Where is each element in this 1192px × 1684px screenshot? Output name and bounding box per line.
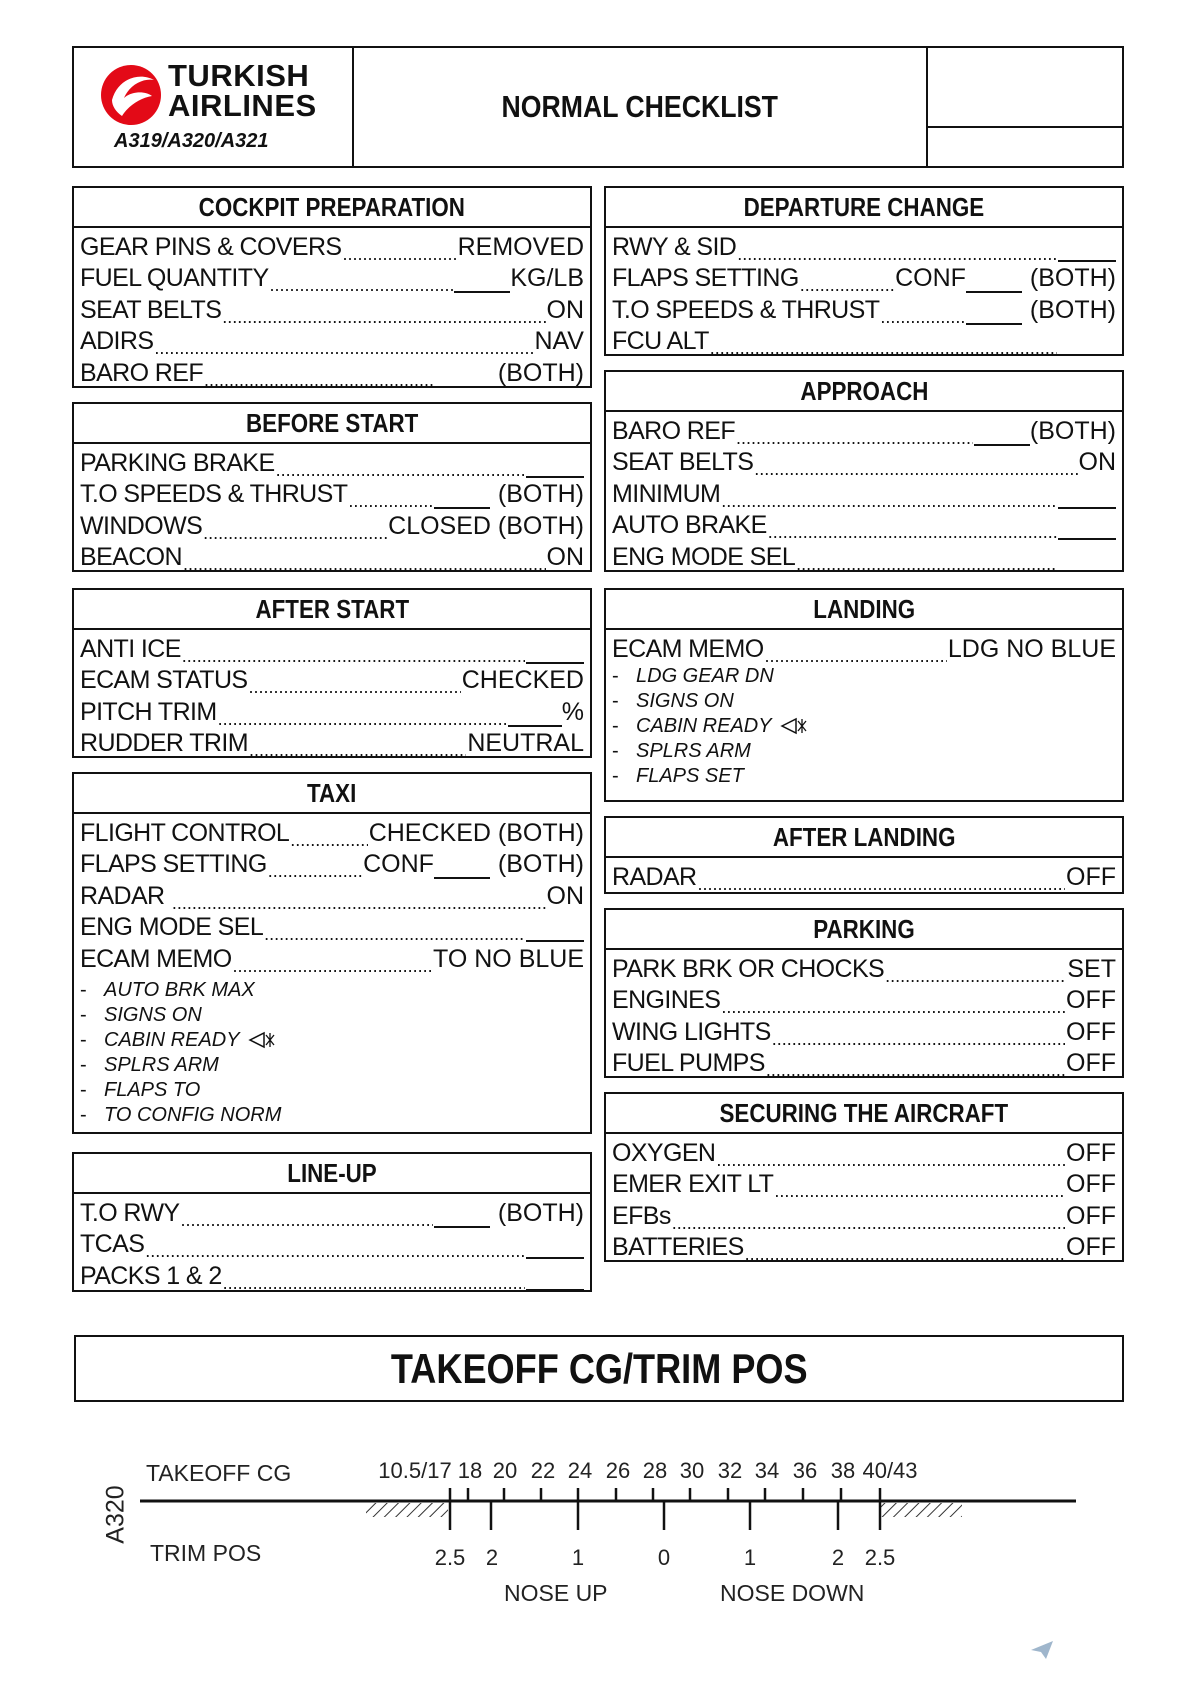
checklist-row: FUEL PUMPS ..... OFF [612,1047,1116,1079]
trim-pos-label: TRIM POS [150,1540,262,1566]
trim-tick-label: 2.5 [864,1545,896,1570]
checklist-row: FLAPS SETTING ..... CONF (BOTH) [612,262,1116,294]
nose-down-label: NOSE DOWN [720,1580,865,1606]
trim-tick-label: 2 [485,1545,499,1570]
memo-item: - TO CONFIG NORM [80,1103,282,1126]
checklist-row: ECAM MEMO ..... LDG NO BLUE [612,632,1116,664]
section-title: TAXI [74,774,590,814]
checklist-row: ANTI ICE ..... [80,632,584,664]
checklist-row: BATTERIES ..... OFF [612,1231,1116,1263]
checklist-row: PACKS 1 & 2 ..... [80,1259,584,1291]
trim-tick-label: 1 [571,1545,585,1570]
checklist-row: PARKING BRAKE ..... [80,446,584,478]
memo-item: - SIGNS ON [612,689,734,712]
cg-tick-label: 36 [792,1458,818,1483]
memo-item: - SIGNS ON [80,1003,202,1026]
hatch-left [366,1503,448,1517]
cg-tick-label: 38 [830,1458,856,1483]
memo-item: - CABIN READY [80,1028,584,1053]
checklist-row: ECAM MEMO ..... TO NO BLUE [80,942,584,974]
trim-tick-label: 0 [657,1545,671,1570]
checklist-row: FLAPS SETTING ..... CONF (BOTH) [80,848,584,880]
checklist-row: TCAS ..... [80,1228,584,1260]
memo-item: - CABIN READY [612,714,1116,739]
aircraft-models: A319/A320/A321 [114,130,269,152]
section-title: SECURING THE AIRCRAFT [606,1094,1122,1134]
checklist-row: BEACON ..... ON [80,541,584,573]
trim-tick-label: 1 [743,1545,757,1570]
checklist-row: RADAR ..... ON [80,879,584,911]
cg-tick-label: 34 [754,1458,780,1483]
aircraft-type-label: A320 [101,1485,130,1544]
hatch-right [880,1503,962,1517]
checklist-row: BARO REF ..... (BOTH) [80,356,584,388]
cg-tick-label: 28 [642,1458,668,1483]
checklist-row: WING LIGHTS ..... OFF [612,1015,1116,1047]
nose-up-label: NOSE UP [504,1580,608,1606]
checklist-row: ECAM STATUS ..... CHECKED [80,664,584,696]
checklist-row: EMER EXIT LT ..... OFF [612,1168,1116,1200]
cg-tick-label: 10.5/17 [378,1458,452,1483]
checklist-row: AUTO BRAKE ..... [612,509,1116,541]
checklist-row: RWY & SID ..... [612,230,1116,262]
section-title: PARKING [606,910,1122,950]
checklist-row: ENG MODE SEL ..... [612,540,1116,572]
checklist-row: FCU ALT ..... [612,325,1116,357]
checklist-row: ENGINES ..... OFF [612,984,1116,1016]
checklist-row: FLIGHT CONTROL ..... CHECKED (BOTH) [80,816,584,848]
checklist-row: T.O SPEEDS & THRUST ..... (BOTH) [80,478,584,510]
section-title: AFTER LANDING [606,818,1122,858]
checklist-row: T.O SPEEDS & THRUST ..... (BOTH) [612,293,1116,325]
brand-line1: TURKISH [168,58,310,93]
memo-item: - AUTO BRK MAX [80,978,255,1001]
checklist-row: RADAR ..... OFF [612,860,1116,892]
page-title: NORMAL CHECKLIST [354,48,928,166]
checklist-row: ENG MODE SEL ..... [80,911,584,943]
memo-item: - FLAPS TO [80,1078,201,1101]
section-title: BEFORE START [74,404,590,444]
checklist-row: RUDDER TRIM ..... NEUTRAL [80,727,584,759]
checklist-row: MINIMUM ..... [612,477,1116,509]
cg-tick-label: 22 [530,1458,556,1483]
checklist-row: PARK BRK OR CHOCKS ..... SET [612,952,1116,984]
section-title: DEPARTURE CHANGE [606,188,1122,228]
cg-tick-label: 32 [717,1458,743,1483]
section-title: AFTER START [74,590,590,630]
brand-line2: AIRLINES [168,88,317,123]
memo-item: - SPLRS ARM [80,1053,219,1076]
checklist-row: FUEL QUANTITY ..... KG/LB [80,262,584,294]
memo-item: - FLAPS SET [612,764,744,787]
cg-tick-label: 30 [679,1458,705,1483]
trim-tick-label: 2 [831,1545,845,1570]
checklist-row: T.O RWY ..... (BOTH) [80,1196,584,1228]
memo-item: - SPLRS ARM [612,739,751,762]
cg-tick-label: 20 [492,1458,518,1483]
takeoff-cg-label: TAKEOFF CG [146,1460,292,1486]
section-title: LINE-UP [74,1154,590,1194]
checklist-row: PITCH TRIM ..... % [80,695,584,727]
checklist-row: SEAT BELTS ..... ON [80,293,584,325]
section-title: APPROACH [606,372,1122,412]
cg-tick-label: 24 [567,1458,593,1483]
section-title: COCKPIT PREPARATION [74,188,590,228]
memo-item: - LDG GEAR DN [612,664,774,687]
cg-tick-label: 18 [457,1458,483,1483]
checklist-row: BARO REF ..... (BOTH) [612,414,1116,446]
checklist-row: GEAR PINS & COVERS ..... REMOVED [80,230,584,262]
checklist-row: OXYGEN ..... OFF [612,1136,1116,1168]
checklist-row: ADIRS ..... NAV [80,325,584,357]
checklist-row: SEAT BELTS ..... ON [612,446,1116,478]
trim-tick-label: 2.5 [434,1545,466,1570]
cg-trim-title: TAKEOFF CG/TRIM POS [74,1335,1124,1402]
checklist-row: WINDOWS ..... CLOSED (BOTH) [80,509,584,541]
cg-tick-label: 40/43 [862,1458,918,1483]
checklist-row: EFBs ..... OFF [612,1199,1116,1231]
cg-tick-label: 26 [605,1458,631,1483]
paper-plane-icon [1030,1640,1054,1660]
section-title: LANDING [606,590,1122,630]
